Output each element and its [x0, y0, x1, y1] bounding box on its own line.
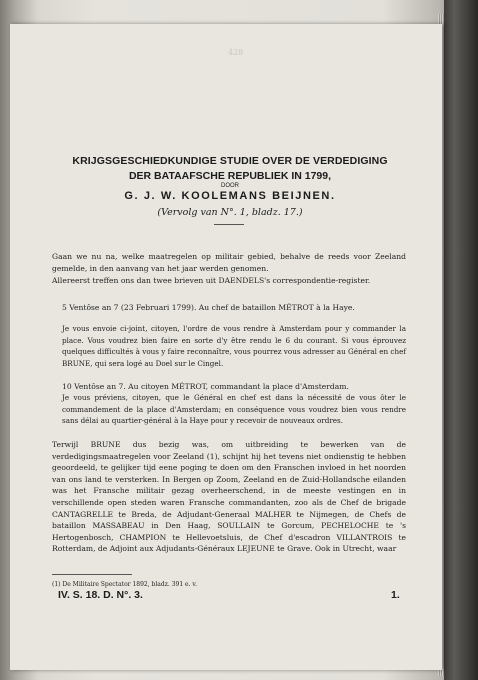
author-name: G. J. W. KOOLEMANS BEIJNEN. [124, 190, 336, 202]
letter-2-body: Je vous préviens, citoyen, que le Général en chef est dans la nécessité de vous ôter le commandement de la place d'Amsterdam; en conséquence vous voudrez bien vous rendre sans délai au quartier-général à la Haye pour y recevoir de nouveaux ordres. [62, 393, 406, 426]
book-spine [444, 0, 478, 680]
paragraph-letters: Allereerst treffen ons dan twee brieven uit DAENDELS's correspondentie-register. [52, 276, 371, 285]
heading-line-1: KRIJGSGESCHIEDKUNDIGE STUDIE OVER DE VERDEDIGING [72, 155, 388, 167]
heading-door: DOOR [221, 183, 239, 189]
page-number: 1. [391, 589, 400, 601]
paragraph-intro: Gaan we nu na, welke maatregelen op militair gebied, behalve de reeds voor Zeeland gemelde, in den aanvang van het jaar werden genomen. [52, 252, 406, 273]
continuation-note: (Vervolg van N°. 1, bladz. 17.) [157, 207, 303, 218]
heading-line-2: DER BATAAFSCHE REPUBLIEK IN 1799, [128, 170, 332, 182]
heading-rule [214, 224, 244, 225]
paragraph-brune: Terwijl BRUNE dus bezig was, om uitbreiding te bewerken van de verdedigingsmaatregelen voor Zeeland (1), schijnt hij het tevens niet ondienstig te hebben geoordeeld, te gelijker tijd eene poging te doen om den Franschen invloed in het noorden van ons land te versterken. In Bergen op Zoom, Zeeland en de Zuid-Hollandsche eilanden was het Fransche militair gezag overheerschend, in de meeste vestingen en in verschillende open steden waren Fransche commandanten, zoo als de Chef de brigade CANTAGRELLE te Breda, de Adjudant-Generaal MALHER te Nijmegen, de Chefs de bataillon MASSABEAU in Den Haag, SOULLAIN te Gorcum, PECHELOCHE te 's Hertogenbosch, CHAMPION te Hellevoetsluis, de Chef d'escadron VILLANTROIS te Rotterdam, de Adjoint aux Adjudants-Généraux LEJEUNE te Grave. Ook in Utrecht, waar [52, 440, 406, 554]
signature-mark: IV. S. 18. D. N°. 3. [58, 589, 143, 601]
letter-2-header: 10 Ventôse an 7. Au citoyen MÉTROT, commandant la place d'Amsterdam. [62, 382, 349, 391]
letter-1-header: 5 Ventôse an 7 (23 Februari 1799). Au chef de bataillon MÉTROT à la Haye. [62, 303, 355, 312]
bleed-through-text: 428 [228, 48, 244, 57]
letter-1-body: Je vous envoie ci-joint, citoyen, l'ordre de vous rendre à Amsterdam pour y commander la place. Vous voudrez bien faire en sorte d'y être rendu le 6 du courant. Si vous éprouvez quelques difficultés à vous y faire reconnaître, vous pourrez vous adresser au Général en chef BRUNE, qui sera logé au Doel sur le Cingel. [62, 324, 406, 368]
footnote: (1) De Militaire Spectator 1892, bladz. 391 e. v. [52, 581, 198, 588]
footnote-rule [52, 574, 132, 575]
